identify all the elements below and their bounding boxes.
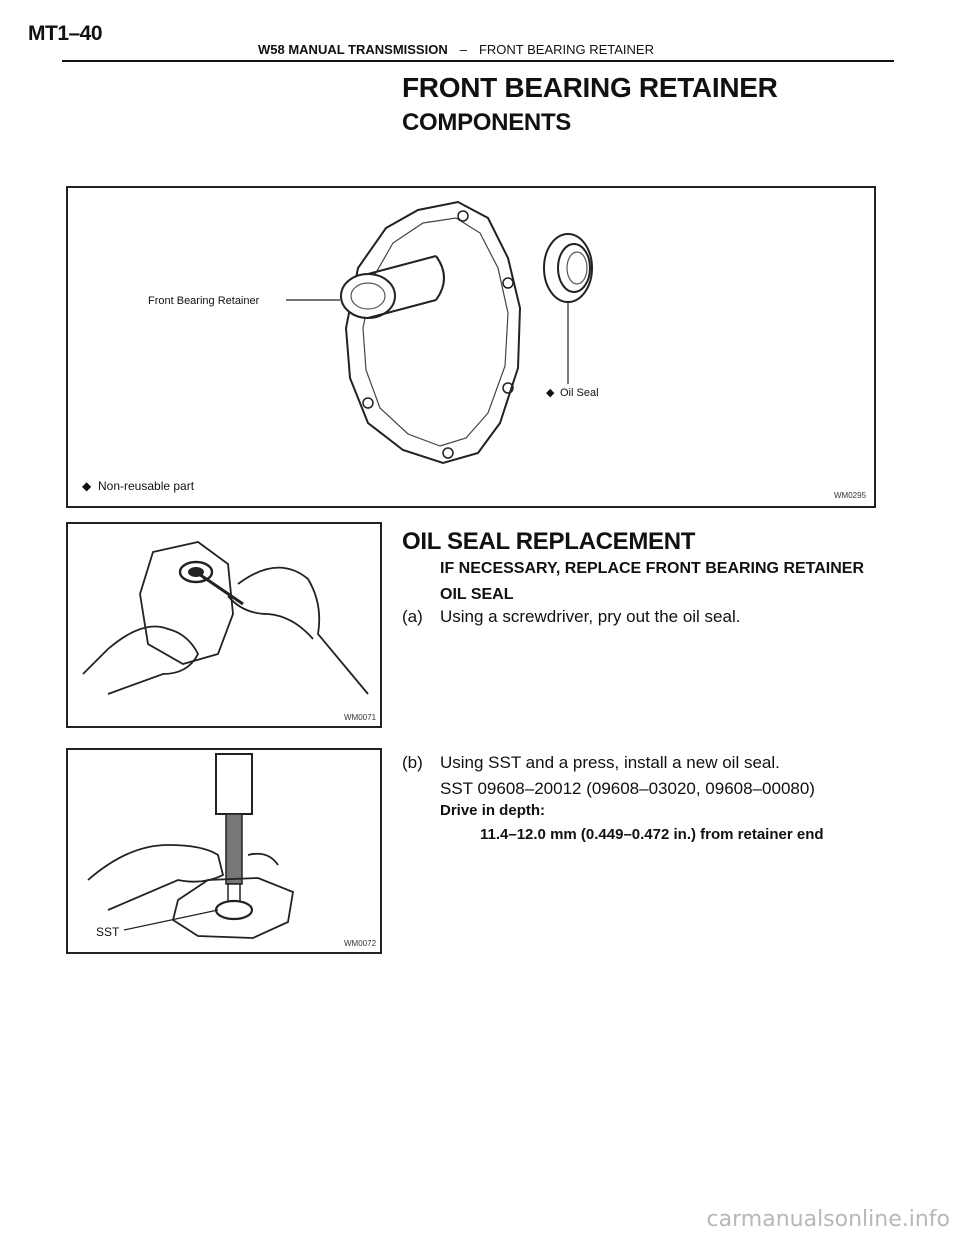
- legend-non-reusable: Non-reusable part: [98, 479, 195, 493]
- label-front-bearing-retainer: Front Bearing Retainer: [148, 295, 260, 307]
- drive-depth-label: Drive in depth:: [440, 802, 546, 819]
- step-title-line1: IF NECESSARY, REPLACE FRONT BEARING RETAINER: [440, 560, 865, 577]
- oil-seal-replacement-heading: OIL SEAL REPLACEMENT: [402, 528, 696, 555]
- pry-seal-illustration: [68, 524, 380, 726]
- legend-marker: ◆: [82, 479, 92, 493]
- press-seal-illustration: [68, 750, 380, 952]
- press-seal-figure: [66, 748, 382, 954]
- page-number: MT1–40: [28, 22, 103, 45]
- label-oil-seal: Oil Seal: [560, 387, 599, 399]
- header-subsection: FRONT BEARING RETAINER: [478, 42, 654, 57]
- step-b-marker: (b): [402, 753, 423, 772]
- label-sst: SST: [96, 925, 120, 939]
- figure1-code: WM0295: [834, 491, 867, 500]
- sst-number: SST 09608–20012 (09608–03020, 09608–00080): [440, 779, 815, 798]
- running-header: [258, 42, 654, 57]
- step-a-text: Using a screwdriver, pry out the oil seal.: [440, 607, 741, 626]
- figure2-code: WM0071: [344, 713, 377, 722]
- components-heading: COMPONENTS: [402, 109, 572, 136]
- pry-seal-figure: [66, 522, 382, 728]
- components-illustration: [68, 188, 874, 506]
- step-b-text: Using SST and a press, install a new oil seal.: [440, 753, 780, 772]
- oil-seal-marker: ◆: [546, 387, 555, 399]
- step-a-marker: (a): [402, 607, 423, 626]
- step-title-line2: OIL SEAL: [440, 586, 514, 603]
- watermark: carmanualsonline.info: [706, 1207, 950, 1232]
- drive-depth-value: 11.4–12.0 mm (0.449–0.472 in.) from retainer end: [480, 826, 824, 843]
- header-rule: [62, 60, 894, 62]
- header-section: W58 MANUAL TRANSMISSION: [258, 42, 448, 57]
- header-separator: –: [459, 42, 467, 57]
- components-figure: [66, 186, 876, 508]
- page-title: FRONT BEARING RETAINER: [402, 72, 778, 103]
- figure3-code: WM0072: [344, 939, 377, 948]
